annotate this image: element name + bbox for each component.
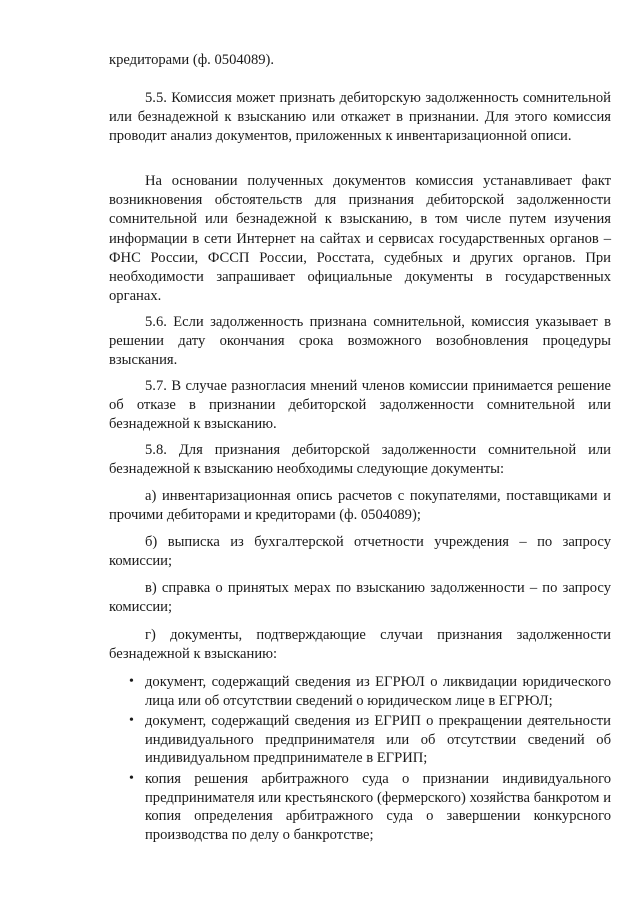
list-item — [109, 770, 611, 844]
paragraph-item-b: б) выписка из бухгалтерской отчетности учреждения – по запросу комиссии; — [109, 534, 611, 570]
paragraph-commission-findings: На основании полученных документов комиссия устанавливает факт возникновения обстоятельств для признания дебиторской задолженности сомнительной или безнадежной к взысканию, в том числе путем изучения информации в сети Интернет на сайтах и сервисах государственных органов – ФНС России, ФССП России, Росстата, судебных и других органов. При необходимости запрашивает официальные документы в государственных органах. — [109, 173, 611, 305]
paragraph-5-6: 5.6. Если задолженность признана сомнительной, комиссия указывает в решении дату окончания срока возможного возобновления процедуры взыскания. — [109, 314, 611, 369]
list-item-text: документ, содержащий сведения из ЕГРИП о прекращении деятельности индивидуального предпринимателя или об отсутствии сведений об индивидуальном предпринимателе в ЕГРИП; — [145, 713, 611, 767]
list-item-text: копия решения арбитражного суда о признании индивидуального предпринимателя или крестьянского (фермерского) хозяйства банкротом и копия определения арбитражного суда о завершении конкурсного производства по делу о банкротстве; — [145, 770, 611, 843]
list-item-text: документ, содержащий сведения из ЕГРЮЛ о ликвидации юридического лица или об отсутствии сведений о юридическом лице в ЕГРЮЛ; — [145, 674, 611, 709]
bullet-list — [109, 673, 611, 846]
bullet-icon: • — [129, 713, 134, 729]
list-item — [109, 712, 611, 768]
paragraph-item-v: в) справка о принятых мерах по взысканию задолженности – по запросу комиссии; — [109, 580, 611, 616]
paragraph-5-8: 5.8. Для признания дебиторской задолженности сомнительной или безнадежной к взысканию необходимы следующие документы: — [109, 442, 611, 478]
paragraph-5-5: 5.5. Комиссия может признать дебиторскую задолженность сомнительной или безнадежной к взысканию или откажет в признании. Для этого комиссия проводит анализ документов, приложенных к инвентаризационной описи. — [109, 90, 611, 145]
bullet-icon: • — [129, 770, 134, 786]
list-item — [109, 673, 611, 710]
bullet-icon: • — [129, 674, 134, 689]
paragraph-item-a: а) инвентаризационная опись расчетов с покупателями, поставщиками и прочими дебиторами и кредиторами (ф. 0504089); — [109, 488, 611, 524]
paragraph-item-g: г) документы, подтверждающие случаи признания задолженности безнадежной к взысканию: — [109, 627, 611, 663]
paragraph-5-7: 5.7. В случае разногласия мнений членов комиссии принимается решение об отказе в признании дебиторской задолженности сомнительной или безнадежной к взысканию. — [109, 378, 611, 433]
paragraph-continuation: кредиторами (ф. 0504089). — [109, 52, 275, 68]
